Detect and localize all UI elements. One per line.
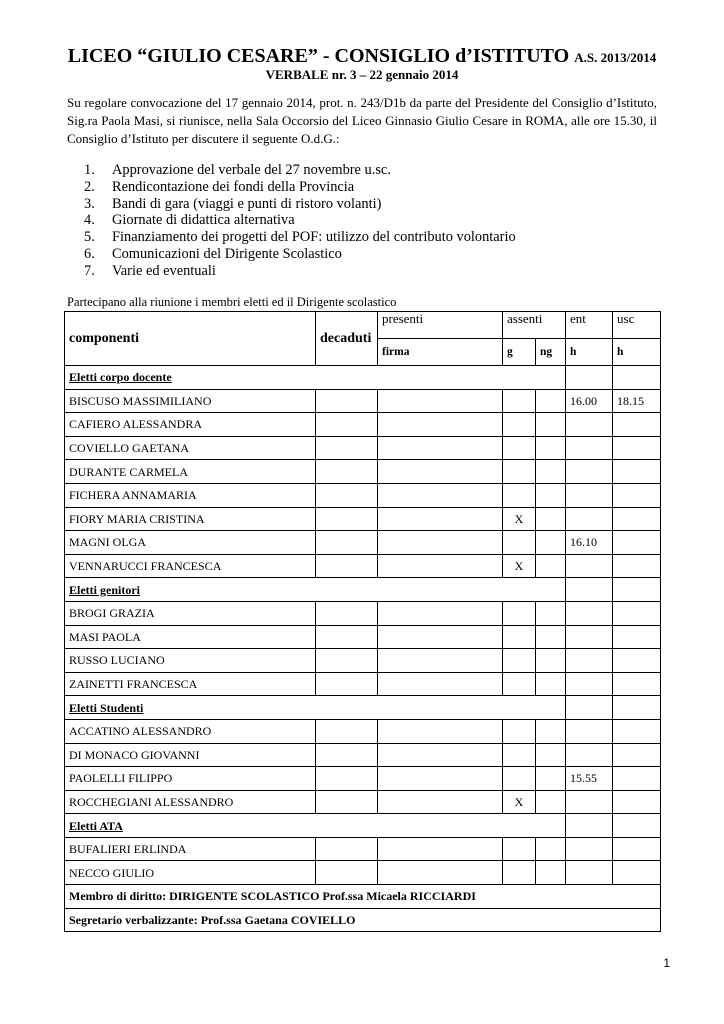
decaduti-cell <box>316 790 378 814</box>
firma-cell <box>378 507 503 531</box>
firma-cell <box>378 625 503 649</box>
assente-giustificato-cell: X <box>503 554 536 578</box>
agenda-item <box>84 263 516 280</box>
table-row <box>65 554 661 578</box>
section-usc-cell <box>613 696 661 720</box>
entrata-cell <box>566 483 613 507</box>
uscita-cell <box>613 719 661 743</box>
member-name: FICHERA ANNAMARIA <box>65 483 316 507</box>
firma-cell <box>378 460 503 484</box>
header-decaduti: decaduti <box>316 312 378 366</box>
agenda-item-text: Rendicontazione dei fondi della Provincia <box>112 178 355 195</box>
agenda-item-number: 2. <box>84 178 95 195</box>
assente-non-giustificato-cell <box>536 625 566 649</box>
agenda-item-text: Bandi di gara (viaggi e punti di ristoro volanti) <box>112 195 382 212</box>
entrata-cell: 16.00 <box>566 389 613 413</box>
decaduti-cell <box>316 531 378 555</box>
uscita-cell <box>613 861 661 885</box>
section-row <box>65 366 661 390</box>
assente-non-giustificato-cell <box>536 389 566 413</box>
uscita-cell <box>613 625 661 649</box>
agenda-item-text: Comunicazioni del Dirigente Scolastico <box>112 245 342 262</box>
assente-non-giustificato-cell <box>536 413 566 437</box>
assente-giustificato-cell <box>503 601 536 625</box>
segretario-row <box>65 908 661 932</box>
assente-non-giustificato-cell <box>536 460 566 484</box>
table-row <box>65 743 661 767</box>
member-name: MAGNI OLGA <box>65 531 316 555</box>
uscita-cell <box>613 672 661 696</box>
assente-non-giustificato-cell <box>536 436 566 460</box>
header-h-usc: h <box>613 339 661 366</box>
uscita-cell <box>613 460 661 484</box>
member-name: BUFALIERI ERLINDA <box>65 837 316 861</box>
decaduti-cell <box>316 483 378 507</box>
entrata-cell <box>566 790 613 814</box>
table-row <box>65 649 661 673</box>
table-row <box>65 483 661 507</box>
section-row <box>65 696 661 720</box>
firma-cell <box>378 413 503 437</box>
entrata-cell <box>566 507 613 531</box>
table-row <box>65 719 661 743</box>
uscita-cell <box>613 601 661 625</box>
assente-giustificato-cell: X <box>503 790 536 814</box>
decaduti-cell <box>316 413 378 437</box>
assente-giustificato-cell <box>503 413 536 437</box>
section-usc-cell <box>613 578 661 602</box>
assente-giustificato-cell <box>503 460 536 484</box>
page-number: 1 <box>663 956 670 970</box>
table-row <box>65 625 661 649</box>
entrata-cell <box>566 436 613 460</box>
title-text: LICEO “GIULIO CESARE” - CONSIGLIO d’ISTITUTO <box>67 45 570 67</box>
firma-cell <box>378 554 503 578</box>
uscita-cell <box>613 483 661 507</box>
assente-giustificato-cell <box>503 743 536 767</box>
member-name: DI MONACO GIOVANNI <box>65 743 316 767</box>
agenda-list <box>84 162 516 280</box>
assente-non-giustificato-cell <box>536 601 566 625</box>
assente-non-giustificato-cell <box>536 554 566 578</box>
participants-note: Partecipano alla riunione i membri eletti ed il Dirigente scolastico <box>67 295 397 309</box>
section-row <box>65 578 661 602</box>
decaduti-cell <box>316 861 378 885</box>
table-row <box>65 436 661 460</box>
assente-giustificato-cell <box>503 483 536 507</box>
attendance-table <box>64 311 661 932</box>
header-assenti: assenti <box>503 312 566 339</box>
assente-non-giustificato-cell <box>536 719 566 743</box>
firma-cell <box>378 649 503 673</box>
firma-cell <box>378 483 503 507</box>
uscita-cell <box>613 837 661 861</box>
document-subtitle: VERBALE nr. 3 – 22 gennaio 2014 <box>265 67 459 82</box>
entrata-cell <box>566 601 613 625</box>
assente-giustificato-cell <box>503 389 536 413</box>
assente-non-giustificato-cell <box>536 743 566 767</box>
agenda-item-number: 6. <box>84 245 95 262</box>
uscita-cell <box>613 531 661 555</box>
entrata-cell <box>566 719 613 743</box>
agenda-item-text: Approvazione del verbale del 27 novembre u.sc. <box>112 162 391 178</box>
section-usc-cell <box>613 366 661 390</box>
section-usc-cell <box>613 814 661 838</box>
uscita-cell <box>613 743 661 767</box>
assente-giustificato-cell <box>503 649 536 673</box>
uscita-cell <box>613 767 661 791</box>
entrata-cell: 15.55 <box>566 767 613 791</box>
agenda-item-number: 3. <box>84 195 95 212</box>
entrata-cell <box>566 625 613 649</box>
member-name: ROCCHEGIANI ALESSANDRO <box>65 790 316 814</box>
member-name: DURANTE CARMELA <box>65 460 316 484</box>
agenda-item-number: 7. <box>84 262 95 279</box>
intro-paragraph: Su regolare convocazione del 17 gennaio 2014, prot. n. 243/D1b da parte del Presidente del Consiglio d’Istituto, Sig.ra Paola Masi, si riunisce, nella Sala Occorsio del Liceo Ginnasio Giulio Cesare in ROMA, alle ore 15.30, il Consiglio d’Istituto per discutere il seguente O.d.G.: <box>67 95 657 146</box>
firma-cell <box>378 767 503 791</box>
member-name: COVIELLO GAETANA <box>65 436 316 460</box>
decaduti-cell <box>316 837 378 861</box>
agenda-item <box>84 229 516 246</box>
table-row <box>65 531 661 555</box>
header-componenti: componenti <box>65 312 316 366</box>
decaduti-cell <box>316 554 378 578</box>
firma-cell <box>378 861 503 885</box>
agenda-item-text: Finanziamento dei progetti del POF: utilizzo del contributo volontario <box>112 229 516 246</box>
assente-non-giustificato-cell <box>536 483 566 507</box>
assente-giustificato-cell <box>503 436 536 460</box>
assente-giustificato-cell <box>503 837 536 861</box>
uscita-cell <box>613 649 661 673</box>
table-row <box>65 790 661 814</box>
assente-non-giustificato-cell <box>536 837 566 861</box>
agenda-item <box>84 196 516 213</box>
section-ent-cell <box>566 366 613 390</box>
school-year: A.S. 2013/2014 <box>574 50 657 65</box>
firma-cell <box>378 672 503 696</box>
segretario-row-text: Segretario verbalizzante: Prof.ssa Gaetana COVIELLO <box>65 908 661 932</box>
header-presenti: presenti <box>378 312 503 339</box>
membro-diritto-row <box>65 885 661 909</box>
decaduti-cell <box>316 743 378 767</box>
firma-cell <box>378 531 503 555</box>
table-row <box>65 507 661 531</box>
agenda-item-text: Varie ed eventuali <box>112 262 216 279</box>
member-name: ZAINETTI FRANCESCA <box>65 672 316 696</box>
member-name: CAFIERO ALESSANDRA <box>65 413 316 437</box>
assente-non-giustificato-cell <box>536 767 566 791</box>
table-row <box>65 767 661 791</box>
member-name: VENNARUCCI FRANCESCA <box>65 554 316 578</box>
assente-non-giustificato-cell <box>536 861 566 885</box>
assente-non-giustificato-cell <box>536 507 566 531</box>
membro-diritto-row-text: Membro di diritto: DIRIGENTE SCOLASTICO Prof.ssa Micaela RICCIARDI <box>65 885 661 909</box>
firma-cell <box>378 743 503 767</box>
member-name: BROGI GRAZIA <box>65 601 316 625</box>
decaduti-cell <box>316 460 378 484</box>
section-ent-cell <box>566 814 613 838</box>
header-ng: ng <box>536 339 566 366</box>
assente-giustificato-cell <box>503 531 536 555</box>
header-ent: ent <box>566 312 613 339</box>
decaduti-cell <box>316 672 378 696</box>
decaduti-cell <box>316 601 378 625</box>
member-name: RUSSO LUCIANO <box>65 649 316 673</box>
agenda-item <box>84 162 516 179</box>
assente-giustificato-cell <box>503 625 536 649</box>
assente-non-giustificato-cell <box>536 790 566 814</box>
table-row <box>65 413 661 437</box>
section-row <box>65 814 661 838</box>
uscita-cell <box>613 790 661 814</box>
member-name: BISCUSO MASSIMILIANO <box>65 389 316 413</box>
agenda-item-number: 5. <box>84 229 95 246</box>
assente-giustificato-cell: X <box>503 507 536 531</box>
member-name: FIORY MARIA CRISTINA <box>65 507 316 531</box>
section-label: Eletti ATA <box>65 814 566 838</box>
table-row <box>65 861 661 885</box>
decaduti-cell <box>316 436 378 460</box>
table-row <box>65 601 661 625</box>
firma-cell <box>378 436 503 460</box>
firma-cell <box>378 601 503 625</box>
table-row <box>65 672 661 696</box>
entrata-cell <box>566 649 613 673</box>
firma-cell <box>378 790 503 814</box>
section-ent-cell <box>566 578 613 602</box>
header-usc: usc <box>613 312 661 339</box>
agenda-item <box>84 212 516 229</box>
assente-giustificato-cell <box>503 672 536 696</box>
section-label: Eletti genitori <box>65 578 566 602</box>
entrata-cell <box>566 837 613 861</box>
uscita-cell: 18.15 <box>613 389 661 413</box>
entrata-cell <box>566 743 613 767</box>
section-ent-cell <box>566 696 613 720</box>
assente-giustificato-cell <box>503 767 536 791</box>
decaduti-cell <box>316 507 378 531</box>
assente-giustificato-cell <box>503 861 536 885</box>
agenda-item-number: 1. <box>84 162 95 178</box>
assente-non-giustificato-cell <box>536 531 566 555</box>
firma-cell <box>378 719 503 743</box>
assente-non-giustificato-cell <box>536 649 566 673</box>
entrata-cell <box>566 460 613 484</box>
assente-giustificato-cell <box>503 719 536 743</box>
firma-cell <box>378 837 503 861</box>
agenda-item <box>84 179 516 196</box>
agenda-item-text: Giornate di didattica alternativa <box>112 212 295 229</box>
entrata-cell <box>566 861 613 885</box>
table-row <box>65 389 661 413</box>
section-label: Eletti Studenti <box>65 696 566 720</box>
header-g: g <box>503 339 536 366</box>
agenda-item-number: 4. <box>84 212 95 229</box>
header-h-ent: h <box>566 339 613 366</box>
uscita-cell <box>613 507 661 531</box>
assente-non-giustificato-cell <box>536 672 566 696</box>
table-row <box>65 837 661 861</box>
entrata-cell <box>566 672 613 696</box>
decaduti-cell <box>316 649 378 673</box>
uscita-cell <box>613 436 661 460</box>
entrata-cell <box>566 413 613 437</box>
decaduti-cell <box>316 767 378 791</box>
entrata-cell: 16.10 <box>566 531 613 555</box>
member-name: ACCATINO ALESSANDRO <box>65 719 316 743</box>
table-row <box>65 460 661 484</box>
uscita-cell <box>613 554 661 578</box>
header-firma: firma <box>378 339 503 366</box>
member-name: NECCO GIULIO <box>65 861 316 885</box>
decaduti-cell <box>316 719 378 743</box>
agenda-item <box>84 246 516 263</box>
section-label: Eletti corpo docente <box>65 366 566 390</box>
entrata-cell <box>566 554 613 578</box>
decaduti-cell <box>316 389 378 413</box>
decaduti-cell <box>316 625 378 649</box>
member-name: PAOLELLI FILIPPO <box>65 767 316 791</box>
member-name: MASI PAOLA <box>65 625 316 649</box>
firma-cell <box>378 389 503 413</box>
uscita-cell <box>613 413 661 437</box>
